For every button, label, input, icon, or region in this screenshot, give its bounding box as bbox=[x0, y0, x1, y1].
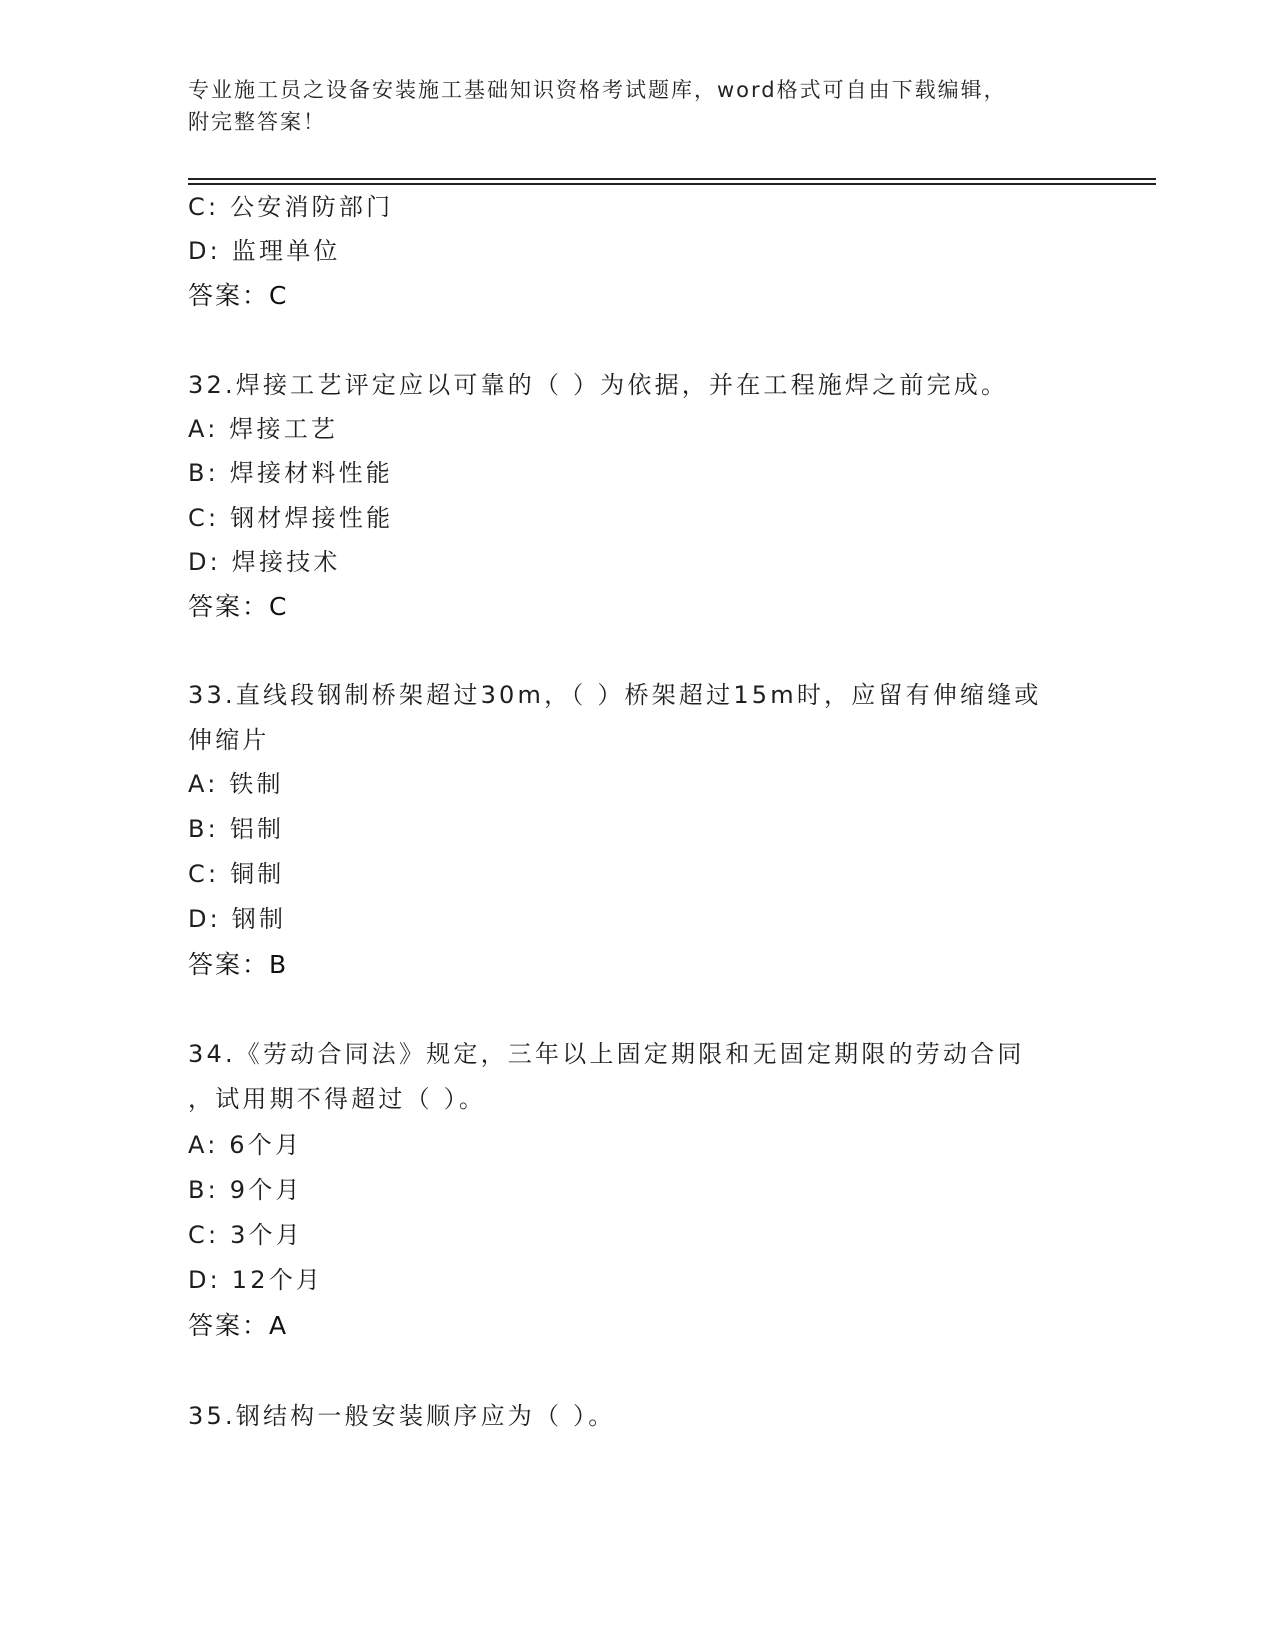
option-d: D: 监理单位 bbox=[188, 237, 341, 265]
option-a: A: 6个月 bbox=[188, 1131, 303, 1159]
document-header bbox=[188, 74, 1088, 138]
question-34: 34.《劳动合同法》规定，三年以上固定期限和无固定期限的劳动合同 bbox=[188, 1040, 1025, 1068]
option-c: C: 公安消防部门 bbox=[188, 193, 394, 221]
option-a: A: 焊接工艺 bbox=[188, 415, 339, 443]
option-b: B: 铝制 bbox=[188, 815, 285, 843]
option-c: C: 铜制 bbox=[188, 860, 285, 888]
option-d: D: 焊接技术 bbox=[188, 548, 341, 576]
question-34-continued: ，试用期不得超过（ ）。 bbox=[188, 1085, 487, 1113]
question-33-continued: 伸缩片 bbox=[188, 726, 270, 754]
option-c: C: 3个月 bbox=[188, 1221, 303, 1249]
option-d: D: 12个月 bbox=[188, 1266, 324, 1294]
option-b: B: 焊接材料性能 bbox=[188, 459, 393, 487]
header-line-1: 专业施工员之设备安装施工基础知识资格考试题库，word格式可自由下载编辑， bbox=[188, 78, 1007, 102]
question-32: 32.焊接工艺评定应以可靠的（ ）为依据，并在工程施焊之前完成。 bbox=[188, 371, 1009, 399]
question-35: 35.钢结构一般安装顺序应为（ ）。 bbox=[188, 1402, 616, 1430]
option-b: B: 9个月 bbox=[188, 1176, 303, 1204]
option-d: D: 钢制 bbox=[188, 905, 287, 933]
answer: 答案：B bbox=[188, 950, 289, 979]
answer: 答案：C bbox=[188, 281, 289, 310]
option-a: A: 铁制 bbox=[188, 770, 284, 798]
header-line-2: 附完整答案！ bbox=[188, 110, 326, 134]
answer: 答案：A bbox=[188, 1311, 289, 1340]
header-divider-top bbox=[188, 178, 1156, 180]
option-c: C: 钢材焊接性能 bbox=[188, 504, 394, 532]
header-divider-bottom bbox=[188, 183, 1156, 185]
question-33: 33.直线段钢制桥架超过30m，（ ）桥架超过15m时，应留有伸缩缝或 bbox=[188, 681, 1042, 709]
answer: 答案：C bbox=[188, 592, 289, 621]
